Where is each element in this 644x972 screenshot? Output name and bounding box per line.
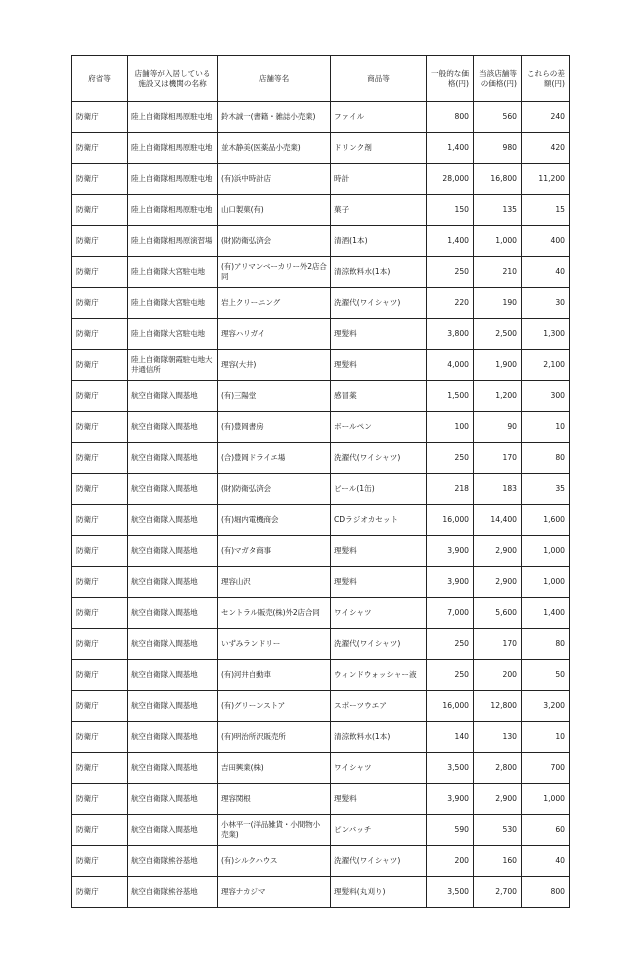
ministry-cell: 防衛庁 xyxy=(72,443,128,474)
store-name-cell: (有)アリマンベーカリー外2店合同 xyxy=(218,257,331,288)
difference-cell: 1,300 xyxy=(522,319,570,350)
price-comparison-table xyxy=(71,55,570,908)
general-price-cell: 250 xyxy=(427,257,474,288)
product-cell: 洗濯代(ワイシャツ) xyxy=(331,629,427,660)
ministry-cell: 防衛庁 xyxy=(72,722,128,753)
table-row xyxy=(72,660,570,691)
ministry-cell: 防衛庁 xyxy=(72,505,128,536)
store-price-cell: 170 xyxy=(474,629,522,660)
facility-cell: 陸上自衛隊朝霞駐屯地大井通信所 xyxy=(128,350,218,381)
general-price-cell: 16,000 xyxy=(427,505,474,536)
facility-cell: 陸上自衛隊大宮駐屯地 xyxy=(128,288,218,319)
difference-cell: 800 xyxy=(522,877,570,908)
store-price-cell: 210 xyxy=(474,257,522,288)
difference-cell: 1,400 xyxy=(522,598,570,629)
facility-cell: 航空自衛隊入間基地 xyxy=(128,536,218,567)
difference-cell: 400 xyxy=(522,226,570,257)
facility-cell: 航空自衛隊入間基地 xyxy=(128,567,218,598)
table-row xyxy=(72,629,570,660)
header-product: 商品等 xyxy=(331,56,427,102)
ministry-cell: 防衛庁 xyxy=(72,226,128,257)
product-cell: ワイシャツ xyxy=(331,753,427,784)
ministry-cell: 防衛庁 xyxy=(72,195,128,226)
ministry-cell: 防衛庁 xyxy=(72,133,128,164)
store-name-cell: 山口製菓(有) xyxy=(218,195,331,226)
general-price-cell: 220 xyxy=(427,288,474,319)
table-row xyxy=(72,195,570,226)
table-row xyxy=(72,443,570,474)
table-row xyxy=(72,102,570,133)
table-row xyxy=(72,164,570,195)
table-row xyxy=(72,877,570,908)
store-price-cell: 1,900 xyxy=(474,350,522,381)
store-name-cell: (有)明治所沢販売所 xyxy=(218,722,331,753)
facility-cell: 航空自衛隊入間基地 xyxy=(128,629,218,660)
store-price-cell: 2,500 xyxy=(474,319,522,350)
store-name-cell: 小林平一(洋品雑貨・小間物小売業) xyxy=(218,815,331,846)
product-cell: 清酒(1本) xyxy=(331,226,427,257)
store-price-cell: 90 xyxy=(474,412,522,443)
product-cell: 清涼飲料水(1本) xyxy=(331,722,427,753)
product-cell: 清涼飲料水(1本) xyxy=(331,257,427,288)
table-row xyxy=(72,567,570,598)
table-row xyxy=(72,474,570,505)
store-name-cell: 理容関根 xyxy=(218,784,331,815)
ministry-cell: 防衛庁 xyxy=(72,629,128,660)
store-name-cell: いずみランドリー xyxy=(218,629,331,660)
general-price-cell: 1,400 xyxy=(427,226,474,257)
store-name-cell: (有)マガタ商事 xyxy=(218,536,331,567)
store-price-cell: 530 xyxy=(474,815,522,846)
general-price-cell: 250 xyxy=(427,629,474,660)
facility-cell: 航空自衛隊入間基地 xyxy=(128,443,218,474)
store-price-cell: 200 xyxy=(474,660,522,691)
store-name-cell: 理容ナカジマ xyxy=(218,877,331,908)
general-price-cell: 1,400 xyxy=(427,133,474,164)
store-name-cell: (有)グリーンストア xyxy=(218,691,331,722)
store-name-cell: (有)浜中時計店 xyxy=(218,164,331,195)
difference-cell: 50 xyxy=(522,660,570,691)
general-price-cell: 3,500 xyxy=(427,753,474,784)
product-cell: 洗濯代(ワイシャツ) xyxy=(331,288,427,319)
difference-cell: 1,000 xyxy=(522,784,570,815)
facility-cell: 航空自衛隊入間基地 xyxy=(128,784,218,815)
header-general-price: 一般的な価格(円) xyxy=(427,56,474,102)
table-body xyxy=(72,102,570,908)
table-row xyxy=(72,319,570,350)
general-price-cell: 140 xyxy=(427,722,474,753)
ministry-cell: 防衛庁 xyxy=(72,567,128,598)
ministry-cell: 防衛庁 xyxy=(72,691,128,722)
store-name-cell: セントラル販売(株)外2店合同 xyxy=(218,598,331,629)
general-price-cell: 4,000 xyxy=(427,350,474,381)
ministry-cell: 防衛庁 xyxy=(72,815,128,846)
facility-cell: 陸上自衛隊大宮駐屯地 xyxy=(128,257,218,288)
general-price-cell: 218 xyxy=(427,474,474,505)
store-price-cell: 1,000 xyxy=(474,226,522,257)
table-row xyxy=(72,815,570,846)
difference-cell: 10 xyxy=(522,722,570,753)
ministry-cell: 防衛庁 xyxy=(72,381,128,412)
general-price-cell: 1,500 xyxy=(427,381,474,412)
facility-cell: 航空自衛隊入間基地 xyxy=(128,598,218,629)
product-cell: 時計 xyxy=(331,164,427,195)
product-cell: 理髪料 xyxy=(331,319,427,350)
product-cell: 洗濯代(ワイシャツ) xyxy=(331,846,427,877)
store-name-cell: 理容(大井) xyxy=(218,350,331,381)
product-cell: CDラジオカセット xyxy=(331,505,427,536)
table-row xyxy=(72,288,570,319)
product-cell: 理髪料 xyxy=(331,536,427,567)
product-cell: スポーツウエア xyxy=(331,691,427,722)
product-cell: 理髪料(丸刈り) xyxy=(331,877,427,908)
store-price-cell: 2,800 xyxy=(474,753,522,784)
facility-cell: 陸上自衛隊相馬原駐屯地 xyxy=(128,133,218,164)
facility-cell: 航空自衛隊入間基地 xyxy=(128,753,218,784)
store-name-cell: (有)河井自動車 xyxy=(218,660,331,691)
store-price-cell: 183 xyxy=(474,474,522,505)
store-price-cell: 2,700 xyxy=(474,877,522,908)
general-price-cell: 3,500 xyxy=(427,877,474,908)
header-facility: 店舗等が入居している施設又は機関の名称 xyxy=(128,56,218,102)
ministry-cell: 防衛庁 xyxy=(72,412,128,443)
general-price-cell: 250 xyxy=(427,443,474,474)
general-price-cell: 3,800 xyxy=(427,319,474,350)
difference-cell: 60 xyxy=(522,815,570,846)
difference-cell: 10 xyxy=(522,412,570,443)
store-price-cell: 16,800 xyxy=(474,164,522,195)
store-price-cell: 14,400 xyxy=(474,505,522,536)
ministry-cell: 防衛庁 xyxy=(72,536,128,567)
facility-cell: 航空自衛隊入間基地 xyxy=(128,505,218,536)
facility-cell: 陸上自衛隊大宮駐屯地 xyxy=(128,319,218,350)
difference-cell: 300 xyxy=(522,381,570,412)
general-price-cell: 250 xyxy=(427,660,474,691)
facility-cell: 航空自衛隊入間基地 xyxy=(128,815,218,846)
store-price-cell: 2,900 xyxy=(474,567,522,598)
general-price-cell: 16,000 xyxy=(427,691,474,722)
general-price-cell: 590 xyxy=(427,815,474,846)
general-price-cell: 3,900 xyxy=(427,784,474,815)
store-name-cell: 理容ハリガイ xyxy=(218,319,331,350)
store-name-cell: (合)豊岡ドライエ場 xyxy=(218,443,331,474)
facility-cell: 陸上自衛隊相馬原駐屯地 xyxy=(128,102,218,133)
general-price-cell: 3,900 xyxy=(427,567,474,598)
ministry-cell: 防衛庁 xyxy=(72,474,128,505)
store-name-cell: 並木静美(医薬品小売業) xyxy=(218,133,331,164)
ministry-cell: 防衛庁 xyxy=(72,319,128,350)
store-price-cell: 2,900 xyxy=(474,536,522,567)
difference-cell: 1,600 xyxy=(522,505,570,536)
store-price-cell: 2,900 xyxy=(474,784,522,815)
difference-cell: 240 xyxy=(522,102,570,133)
store-price-cell: 135 xyxy=(474,195,522,226)
product-cell: 理髪料 xyxy=(331,567,427,598)
product-cell: ウィンドウォッシャー液 xyxy=(331,660,427,691)
difference-cell: 80 xyxy=(522,629,570,660)
difference-cell: 3,200 xyxy=(522,691,570,722)
facility-cell: 航空自衛隊熊谷基地 xyxy=(128,877,218,908)
table-row xyxy=(72,846,570,877)
product-cell: ドリンク剤 xyxy=(331,133,427,164)
difference-cell: 1,000 xyxy=(522,536,570,567)
product-cell: 理髪料 xyxy=(331,784,427,815)
ministry-cell: 防衛庁 xyxy=(72,288,128,319)
store-name-cell: (有)堀内電機商会 xyxy=(218,505,331,536)
store-price-cell: 160 xyxy=(474,846,522,877)
ministry-cell: 防衛庁 xyxy=(72,164,128,195)
general-price-cell: 200 xyxy=(427,846,474,877)
general-price-cell: 800 xyxy=(427,102,474,133)
product-cell: ビール(1缶) xyxy=(331,474,427,505)
difference-cell: 700 xyxy=(522,753,570,784)
facility-cell: 航空自衛隊入間基地 xyxy=(128,381,218,412)
store-name-cell: 理容山沢 xyxy=(218,567,331,598)
header-difference: これらの差額(円) xyxy=(522,56,570,102)
ministry-cell: 防衛庁 xyxy=(72,350,128,381)
facility-cell: 陸上自衛隊相馬原駐屯地 xyxy=(128,195,218,226)
table-row xyxy=(72,381,570,412)
store-price-cell: 130 xyxy=(474,722,522,753)
product-cell: ボールペン xyxy=(331,412,427,443)
product-cell: 菓子 xyxy=(331,195,427,226)
difference-cell: 420 xyxy=(522,133,570,164)
difference-cell: 2,100 xyxy=(522,350,570,381)
facility-cell: 航空自衛隊入間基地 xyxy=(128,660,218,691)
table-row xyxy=(72,536,570,567)
header-ministry: 府省等 xyxy=(72,56,128,102)
store-name-cell: (有)シルクハウス xyxy=(218,846,331,877)
general-price-cell: 28,000 xyxy=(427,164,474,195)
store-price-cell: 980 xyxy=(474,133,522,164)
store-name-cell: 吉田興業(株) xyxy=(218,753,331,784)
table-row xyxy=(72,226,570,257)
difference-cell: 30 xyxy=(522,288,570,319)
product-cell: 洗濯代(ワイシャツ) xyxy=(331,443,427,474)
table-row xyxy=(72,691,570,722)
store-price-cell: 5,600 xyxy=(474,598,522,629)
difference-cell: 1,000 xyxy=(522,567,570,598)
product-cell: ピンバッチ xyxy=(331,815,427,846)
store-price-cell: 560 xyxy=(474,102,522,133)
difference-cell: 80 xyxy=(522,443,570,474)
store-name-cell: (財)防衛弘済会 xyxy=(218,226,331,257)
table-row xyxy=(72,133,570,164)
facility-cell: 航空自衛隊入間基地 xyxy=(128,722,218,753)
header-store: 店舗等名 xyxy=(218,56,331,102)
product-cell: ワイシャツ xyxy=(331,598,427,629)
facility-cell: 航空自衛隊熊谷基地 xyxy=(128,846,218,877)
store-name-cell: (財)防衛弘済会 xyxy=(218,474,331,505)
table-row xyxy=(72,598,570,629)
ministry-cell: 防衛庁 xyxy=(72,753,128,784)
facility-cell: 航空自衛隊入間基地 xyxy=(128,474,218,505)
general-price-cell: 150 xyxy=(427,195,474,226)
facility-cell: 航空自衛隊入間基地 xyxy=(128,691,218,722)
store-price-cell: 190 xyxy=(474,288,522,319)
store-price-cell: 170 xyxy=(474,443,522,474)
facility-cell: 陸上自衛隊相馬原演習場 xyxy=(128,226,218,257)
facility-cell: 陸上自衛隊相馬原駐屯地 xyxy=(128,164,218,195)
difference-cell: 11,200 xyxy=(522,164,570,195)
general-price-cell: 3,900 xyxy=(427,536,474,567)
difference-cell: 40 xyxy=(522,257,570,288)
store-name-cell: (有)豊岡書房 xyxy=(218,412,331,443)
table-row xyxy=(72,350,570,381)
ministry-cell: 防衛庁 xyxy=(72,784,128,815)
product-cell: 感冒薬 xyxy=(331,381,427,412)
ministry-cell: 防衛庁 xyxy=(72,598,128,629)
table-row xyxy=(72,753,570,784)
ministry-cell: 防衛庁 xyxy=(72,660,128,691)
product-cell: 理髪料 xyxy=(331,350,427,381)
table-row xyxy=(72,412,570,443)
ministry-cell: 防衛庁 xyxy=(72,846,128,877)
difference-cell: 40 xyxy=(522,846,570,877)
table-row xyxy=(72,722,570,753)
store-price-cell: 1,200 xyxy=(474,381,522,412)
store-name-cell: 岩上クリーニング xyxy=(218,288,331,319)
table-row xyxy=(72,505,570,536)
product-cell: ファイル xyxy=(331,102,427,133)
general-price-cell: 7,000 xyxy=(427,598,474,629)
price-comparison-sheet xyxy=(71,55,569,908)
store-name-cell: 鈴木誠一(書籍・雑誌小売業) xyxy=(218,102,331,133)
ministry-cell: 防衛庁 xyxy=(72,102,128,133)
store-price-cell: 12,800 xyxy=(474,691,522,722)
difference-cell: 35 xyxy=(522,474,570,505)
ministry-cell: 防衛庁 xyxy=(72,877,128,908)
difference-cell: 15 xyxy=(522,195,570,226)
ministry-cell: 防衛庁 xyxy=(72,257,128,288)
table-row xyxy=(72,257,570,288)
general-price-cell: 100 xyxy=(427,412,474,443)
store-name-cell: (有)三陽堂 xyxy=(218,381,331,412)
facility-cell: 航空自衛隊入間基地 xyxy=(128,412,218,443)
header-row xyxy=(72,56,570,102)
table-row xyxy=(72,784,570,815)
header-store-price: 当該店舗等の価格(円) xyxy=(474,56,522,102)
